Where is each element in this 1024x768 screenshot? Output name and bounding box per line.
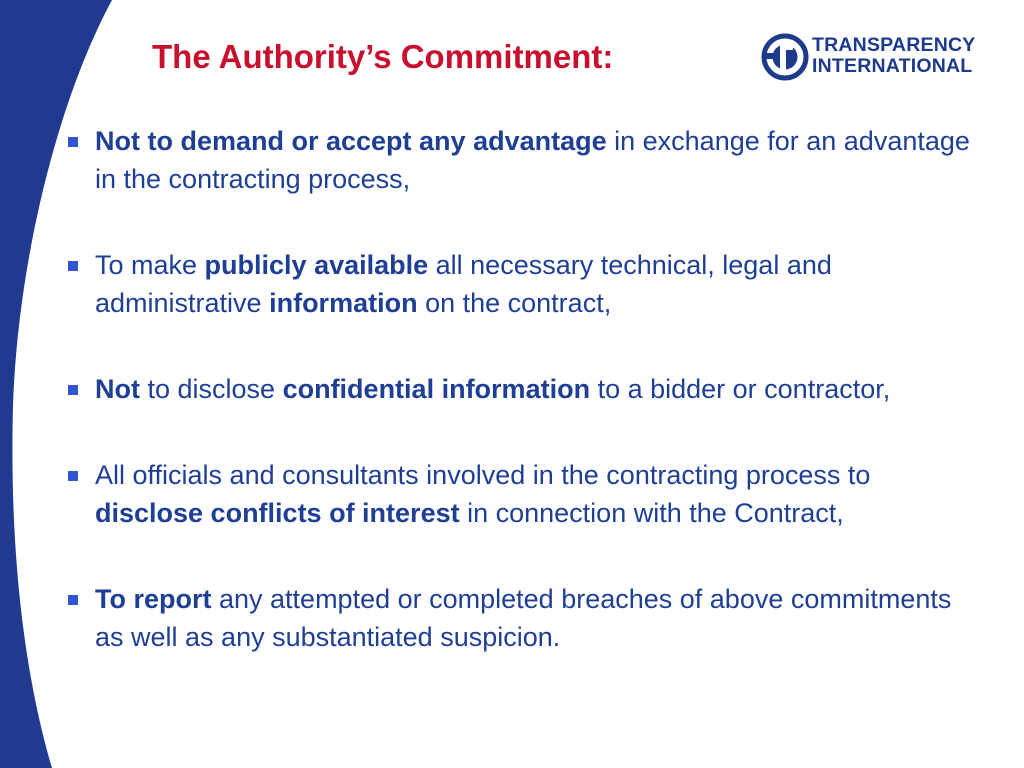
square-bullet-icon bbox=[68, 595, 78, 605]
commitment-list bbox=[60, 122, 980, 656]
commitment-text bbox=[95, 246, 980, 322]
commitment-text-regular: in exchange for an advantage in the contracting process, bbox=[95, 126, 970, 194]
commitment-item bbox=[60, 456, 980, 532]
commitment-text-regular: All officials and consultants involved in the contracting process to bbox=[95, 460, 871, 490]
square-bullet-icon bbox=[68, 471, 78, 481]
commitment-text-bold: information bbox=[269, 288, 418, 318]
commitment-text-bold: Not bbox=[95, 374, 140, 404]
commitment-text-regular: to a bidder or contractor, bbox=[590, 374, 891, 404]
ti-logo-icon bbox=[760, 32, 810, 82]
square-bullet-icon bbox=[68, 261, 78, 271]
commitment-text-regular: To make bbox=[95, 250, 205, 280]
commitment-text-bold: Not to demand or accept any advantage bbox=[95, 126, 607, 156]
commitment-item bbox=[60, 370, 980, 408]
slide-title: The Authority’s Commitment: bbox=[152, 38, 614, 75]
commitment-item bbox=[60, 122, 980, 198]
commitment-text-bold: publicly available bbox=[204, 250, 429, 280]
commitment-item bbox=[60, 580, 980, 656]
commitment-text-regular: on the contract, bbox=[417, 288, 612, 318]
commitment-text bbox=[95, 122, 980, 198]
logo-text bbox=[812, 35, 975, 77]
logo-text-line-1: TRANSPARENCY bbox=[812, 34, 976, 56]
commitment-text bbox=[95, 370, 980, 408]
commitment-text-regular: in connection with the Contract, bbox=[459, 498, 844, 528]
transparency-international-logo bbox=[760, 31, 1010, 83]
commitment-text bbox=[95, 456, 980, 532]
commitment-text bbox=[95, 580, 980, 656]
commitment-text-bold: disclose conflicts of interest bbox=[95, 498, 460, 528]
square-bullet-icon bbox=[68, 385, 78, 395]
commitment-text-bold: To report bbox=[95, 584, 212, 614]
commitment-text-bold: confidential information bbox=[282, 374, 591, 404]
commitment-text-regular: to disclose bbox=[139, 374, 283, 404]
commitment-text-regular: all necessary technical, legal and administrative bbox=[95, 250, 832, 318]
logo-text-line-2: INTERNATIONAL bbox=[812, 55, 973, 77]
commitment-text-regular: any attempted or completed breaches of above commitments as well as any substantiated suspicion. bbox=[95, 584, 952, 652]
square-bullet-icon bbox=[68, 137, 78, 147]
commitment-item bbox=[60, 246, 980, 322]
